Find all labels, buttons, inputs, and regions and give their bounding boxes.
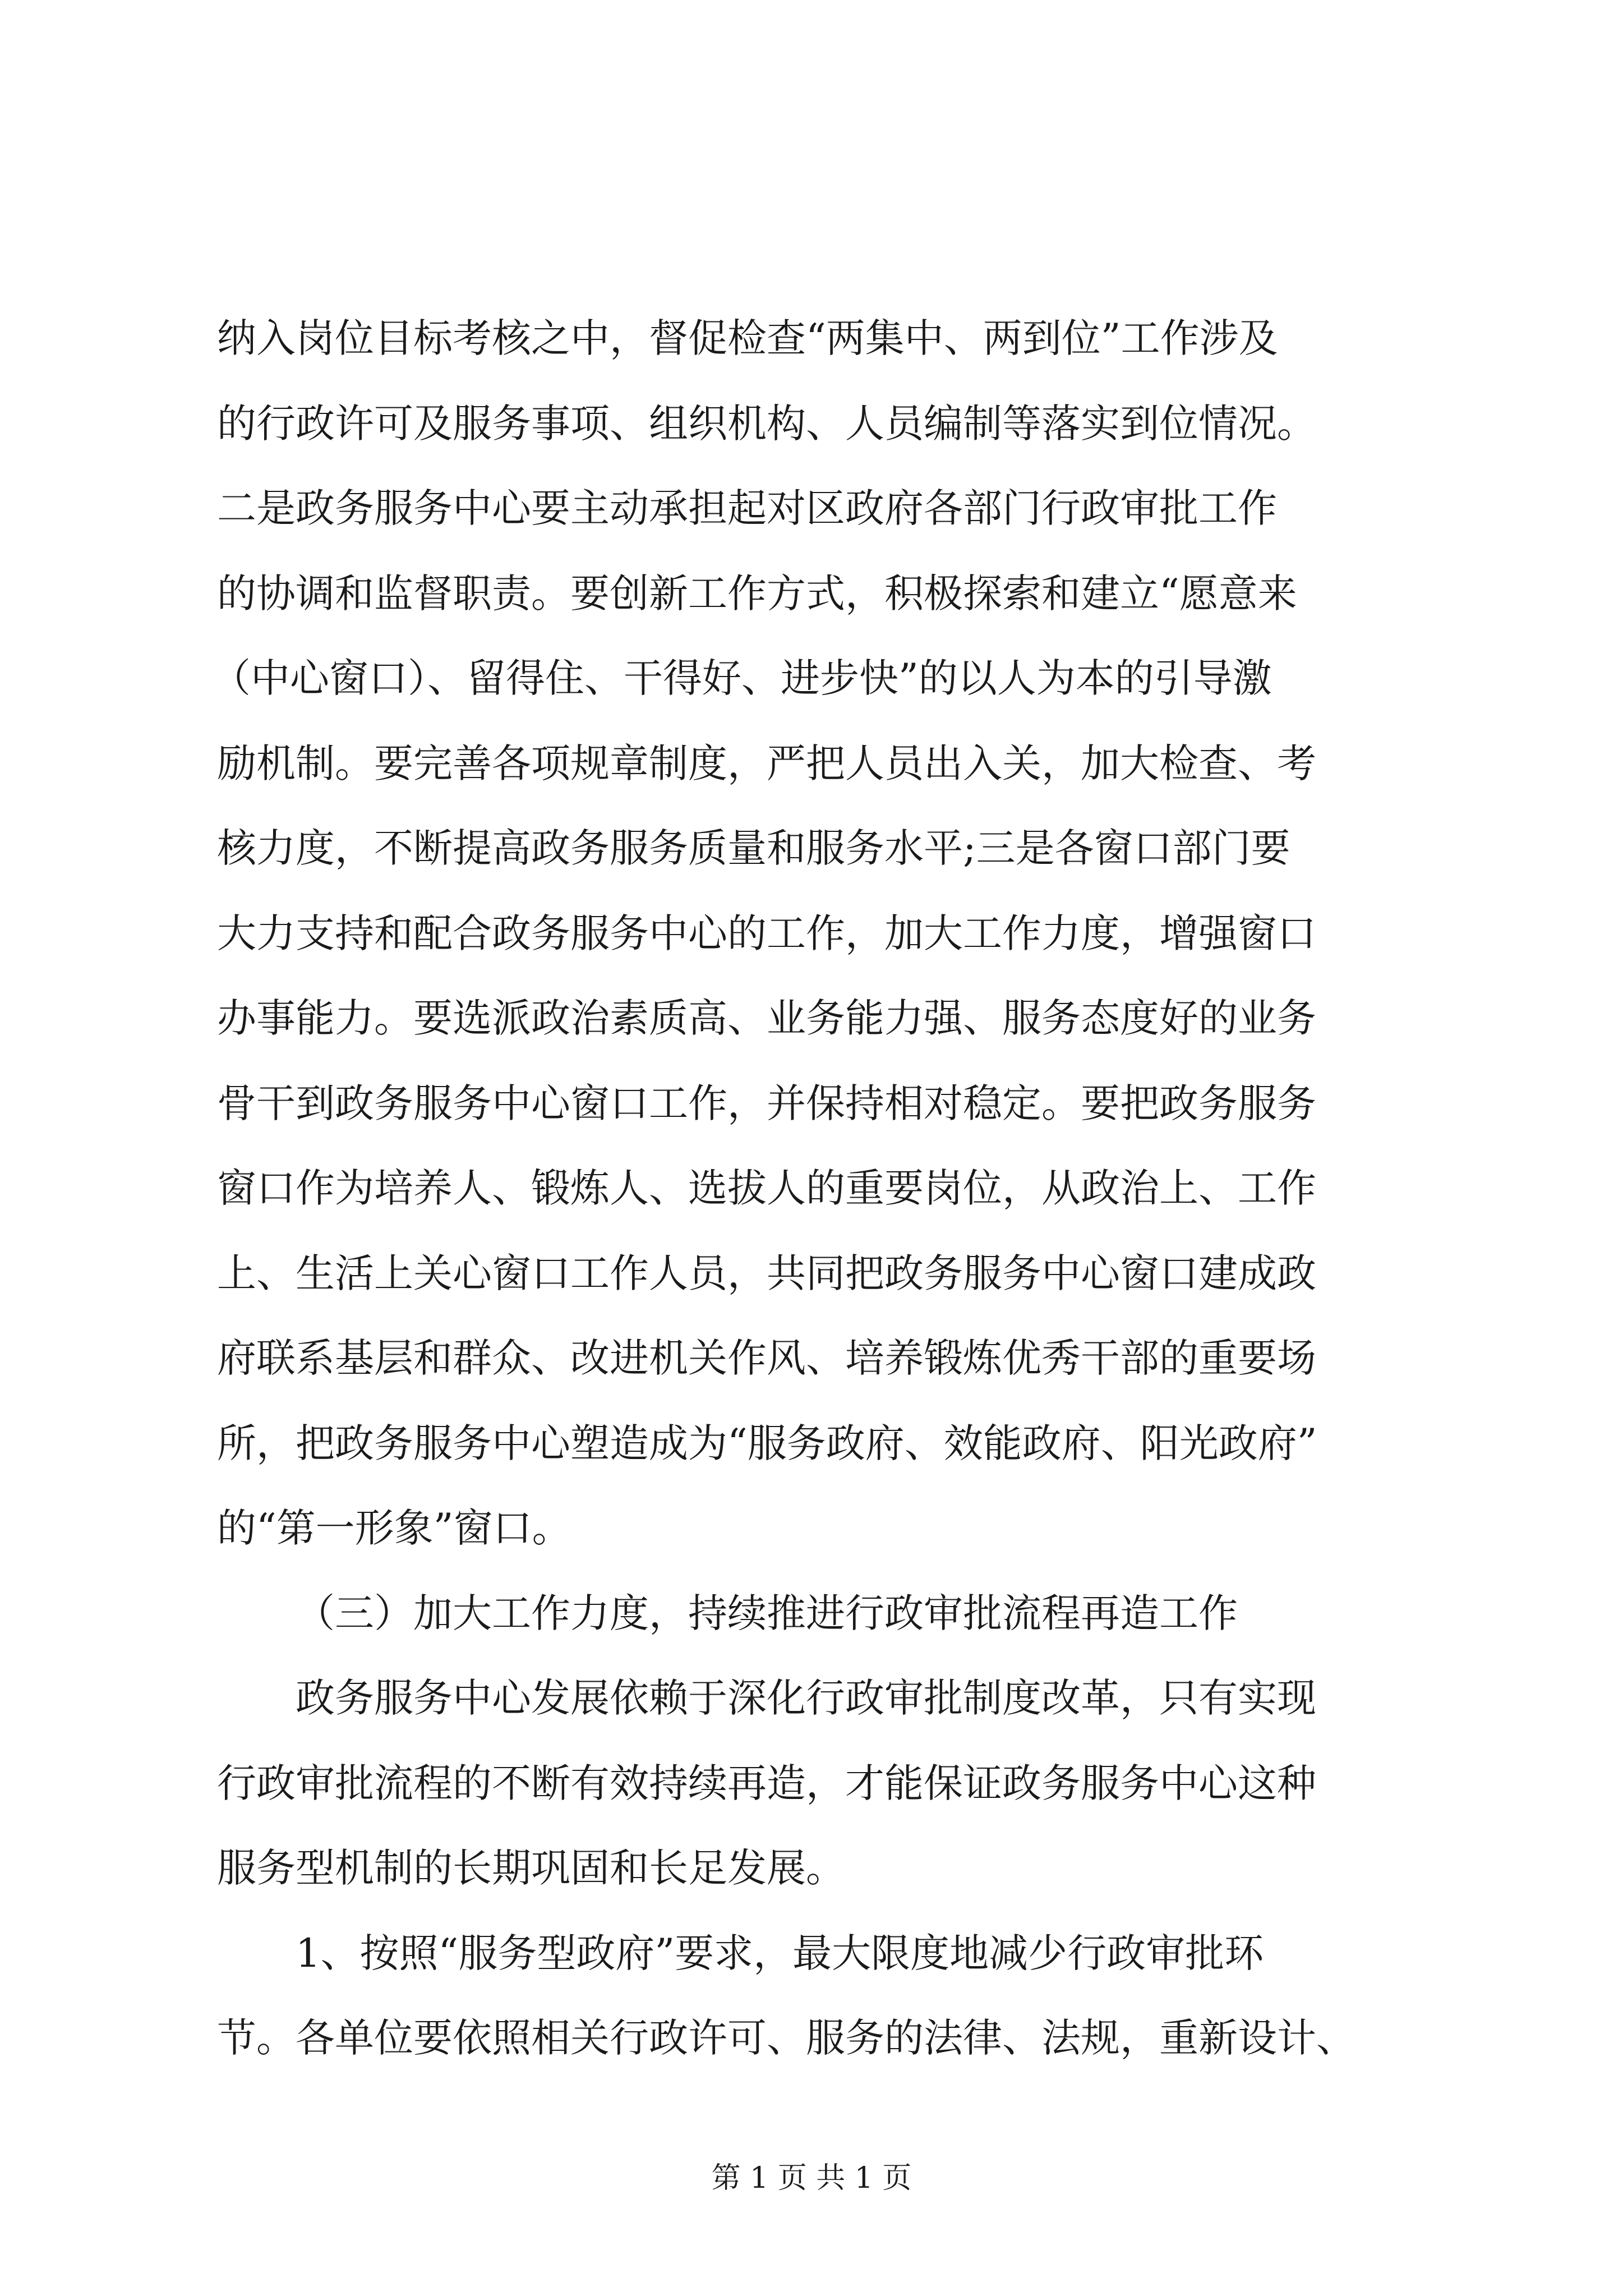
- section-heading: （三）加大工作力度，持续推进行政审批流程再造工作: [296, 1590, 1238, 1636]
- text-line: 核力度，不断提高政务服务质量和服务水平;三是各窗口部门要: [217, 825, 1290, 871]
- text-line: 所，把政务服务中心塑造成为“服务政府、效能政府、阳光政府”: [217, 1420, 1317, 1466]
- text-line: 的协调和监督职责。要创新工作方式，积极探索和建立“愿意来: [217, 570, 1297, 616]
- text-line: 服务型机制的长期巩固和长足发展。: [217, 1845, 845, 1891]
- text-line: 的行政许可及服务事项、组织机构、人员编制等落实到位情况。: [217, 401, 1316, 447]
- text-line: 的“第一形象”窗口。: [217, 1505, 571, 1551]
- text-line: 上、生活上关心窗口工作人员，共同把政务服务中心窗口建成政: [217, 1250, 1316, 1296]
- text-line: 骨干到政务服务中心窗口工作，并保持相对稳定。要把政务服务: [217, 1080, 1316, 1126]
- text-line: 行政审批流程的不断有效持续再造，才能保证政务服务中心这种: [217, 1760, 1316, 1806]
- text-line: 办事能力。要选派政治素质高、业务能力强、服务态度好的业务: [217, 995, 1316, 1041]
- text-line: 府联系基层和群众、改进机关作风、培养锻炼优秀干部的重要场: [217, 1335, 1316, 1381]
- text-line: 政务服务中心发展依赖于深化行政审批制度改革，只有实现: [296, 1675, 1316, 1721]
- text-line: 节。各单位要依照相关行政许可、服务的法律、法规，重新设计、: [217, 2015, 1355, 2061]
- text-line: 1、按照“服务型政府”要求，最大限度地减少行政审批环: [296, 1930, 1264, 1976]
- page-footer: 第 1 页 共 1 页: [711, 2161, 912, 2195]
- text-line: （中心窗口）、留得住、干得好、进步快”的以人为本的引导激: [211, 655, 1272, 701]
- text-line: 纳入岗位目标考核之中，督促检查“两集中、两到位”工作涉及: [217, 315, 1278, 361]
- text-line: 窗口作为培养人、锻炼人、选拔人的重要岗位，从政治上、工作: [217, 1165, 1316, 1211]
- text-line: 二是政务服务中心要主动承担起对区政府各部门行政审批工作: [217, 485, 1277, 531]
- text-line: 励机制。要完善各项规章制度，严把人员出入关，加大检查、考: [217, 740, 1316, 786]
- text-line: 大力支持和配合政务服务中心的工作，加大工作力度，增强窗口: [217, 910, 1316, 956]
